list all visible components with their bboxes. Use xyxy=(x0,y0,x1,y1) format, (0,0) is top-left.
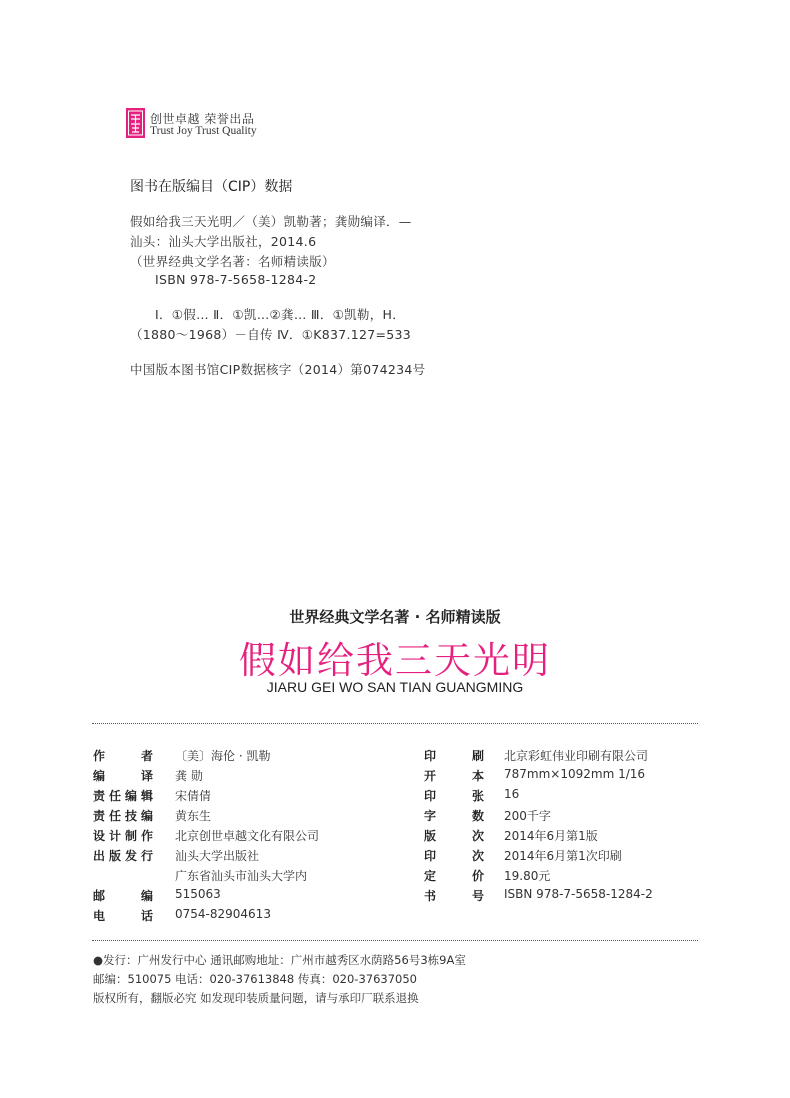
info-value: 2014年6月第1次印刷 xyxy=(504,849,622,863)
info-row xyxy=(424,847,724,867)
info-row xyxy=(93,827,393,847)
info-value: 0754-82904613 xyxy=(175,907,271,921)
info-value: 787mm×1092mm 1/16 xyxy=(504,767,646,781)
info-value: 515063 xyxy=(175,887,221,901)
cip-title: 图书在版编目（CIP）数据 xyxy=(130,179,293,195)
divider xyxy=(92,723,698,724)
info-row xyxy=(93,887,393,907)
book-title: 假如给我三天光明 xyxy=(239,639,551,682)
info-value: 广东省汕头市汕头大学内 xyxy=(175,869,308,883)
info-label: 设计制作 xyxy=(93,829,153,843)
info-label: 定价 xyxy=(424,869,484,883)
info-row xyxy=(424,827,724,847)
info-label: 开本 xyxy=(424,769,484,783)
book-info-right xyxy=(424,747,724,907)
info-label: 印张 xyxy=(424,789,484,803)
info-label: 书号 xyxy=(424,889,484,903)
info-value: 宋倩倩 xyxy=(175,789,212,803)
info-value: 北京创世卓越文化有限公司 xyxy=(175,829,320,843)
info-value: 200千字 xyxy=(504,809,551,823)
info-row xyxy=(424,787,724,807)
info-row xyxy=(424,807,724,827)
info-row xyxy=(93,747,393,767)
brand-name: 创世卓越 荣誉出品 xyxy=(150,112,255,126)
cip-line: 汕头：汕头大学出版社，2014.6 xyxy=(130,234,317,249)
cip-line: （世界经典文学名著：名师精读版） xyxy=(130,254,335,269)
info-row xyxy=(93,767,393,787)
info-value: 19.80元 xyxy=(504,869,551,883)
divider xyxy=(92,940,698,941)
info-label: 版次 xyxy=(424,829,484,843)
info-row xyxy=(424,767,724,787)
info-label: 责任技编 xyxy=(93,809,153,823)
cip-line: 中国版本图书馆CIP数据核字（2014）第074234号 xyxy=(130,362,426,377)
info-value: 16 xyxy=(504,787,520,801)
info-label: 作者 xyxy=(93,749,153,763)
cip-line: ISBN 978-7-5658-1284-2 xyxy=(155,272,317,287)
info-label: 字数 xyxy=(424,809,484,823)
footer-distribution: ●发行：广州发行中心 通讯邮购地址：广州市越秀区水荫路56号3栋9A室 xyxy=(93,953,466,967)
info-label: 邮编 xyxy=(93,889,153,903)
info-label: 印次 xyxy=(424,849,484,863)
info-label: 出版发行 xyxy=(93,849,153,863)
footer-copyright: 版权所有，翻版必究 如发现印装质量问题，请与承印厂联系退换 xyxy=(93,991,419,1005)
cip-line: Ⅰ．①假… Ⅱ．①凯…②龚… Ⅲ．①凯勒，H． xyxy=(155,307,406,322)
cip-line: （1880～1968）－自传 Ⅳ．①K837.127=533 xyxy=(130,327,412,342)
info-row xyxy=(93,807,393,827)
info-row xyxy=(93,907,393,927)
info-row xyxy=(424,747,724,767)
info-value: ISBN 978-7-5658-1284-2 xyxy=(504,887,653,901)
info-label: 印刷 xyxy=(424,749,484,763)
info-label: 电话 xyxy=(93,909,153,923)
publisher-seal-logo-icon xyxy=(126,108,145,138)
info-label: 编译 xyxy=(93,769,153,783)
info-value: 龚 勋 xyxy=(175,769,203,783)
book-info-left xyxy=(93,747,393,927)
footer-contact: 邮编：510075 电话：020-37613848 传真：020-37637050 xyxy=(93,972,417,986)
info-value: 〔美〕海伦 · 凯勒 xyxy=(175,749,271,763)
info-label: 责任编辑 xyxy=(93,789,153,803)
info-row xyxy=(93,867,393,887)
cip-line: 假如给我三天光明／（美）凯勒著；龚勋编译．— xyxy=(130,214,412,229)
info-value: 汕头大学出版社 xyxy=(175,849,260,863)
series-title: 世界经典文学名著 · 名师精读版 xyxy=(289,608,501,626)
book-title-pinyin: JIARU GEI WO SAN TIAN GUANGMING xyxy=(266,679,524,695)
info-row xyxy=(424,867,724,887)
info-row xyxy=(424,887,724,907)
info-value: 北京彩虹伟业印刷有限公司 xyxy=(504,749,649,763)
info-row xyxy=(93,787,393,807)
info-value: 黄东生 xyxy=(175,809,212,823)
info-row xyxy=(93,847,393,867)
brand-slogan: Trust Joy Trust Quality xyxy=(150,125,257,137)
info-value: 2014年6月第1版 xyxy=(504,829,598,843)
